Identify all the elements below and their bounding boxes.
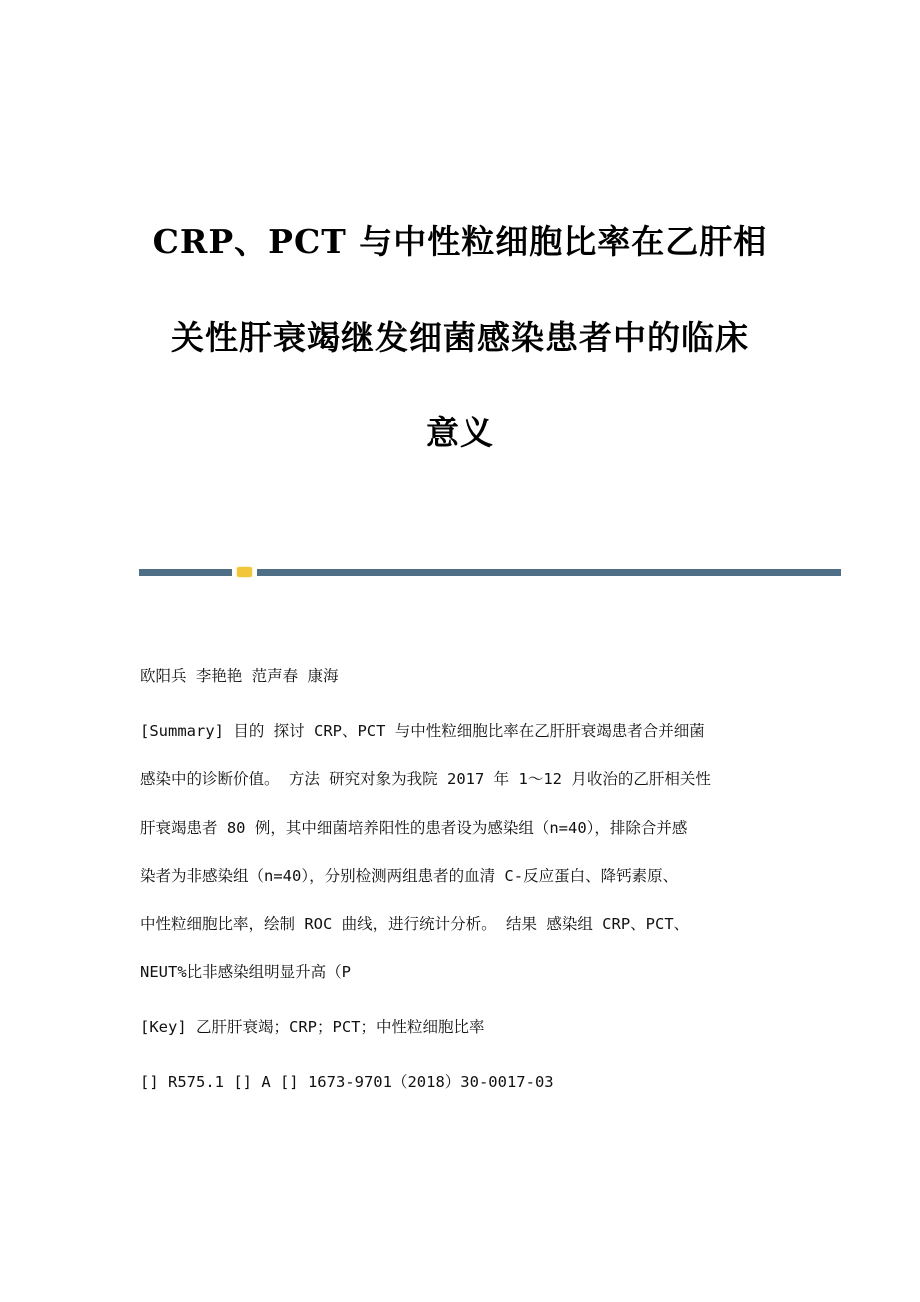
separator-line-left [139, 569, 232, 576]
summary-line-2: 感染中的诊断价值。 方法 研究对象为我院 2017 年 1～12 月收治的乙肝相关性 [140, 770, 711, 788]
summary-line-5: 中性粒细胞比率，绘制 ROC 曲线，进行统计分析。 结果 感染组 CRP、PCT、 [140, 915, 690, 933]
authors: 欧阳兵 李艳艳 范声春 康海 [140, 667, 339, 685]
classification-info: [] R575.1 [] A [] 1673-9701（2018）30-0017-03 [140, 1073, 554, 1091]
title-line-2: 关性肝衰竭继发细菌感染患者中的临床 [171, 318, 749, 357]
envelope-icon [237, 567, 252, 577]
separator-line-right [257, 569, 841, 576]
title-line-3: 意义 [426, 413, 494, 452]
title-separator [139, 569, 841, 577]
title-line-1: CRP、PCT 与中性粒细胞比率在乙肝相 [152, 222, 768, 261]
summary-line-4: 染者为非感染组（n=40），分别检测两组患者的血清 C-反应蛋白、降钙素原、 [140, 867, 679, 885]
summary-line-1: [Summary] 目的 探讨 CRP、PCT 与中性粒细胞比率在乙肝肝衰竭患者合并细菌 [140, 722, 705, 740]
keywords: [Key] 乙肝肝衰竭；CRP；PCT；中性粒细胞比率 [140, 1018, 485, 1036]
summary-line-6: NEUT%比非感染组明显升高（P [140, 963, 351, 981]
summary-line-3: 肝衰竭患者 80 例，其中细菌培养阳性的患者设为感染组（n=40），排除合并感 [140, 819, 688, 837]
